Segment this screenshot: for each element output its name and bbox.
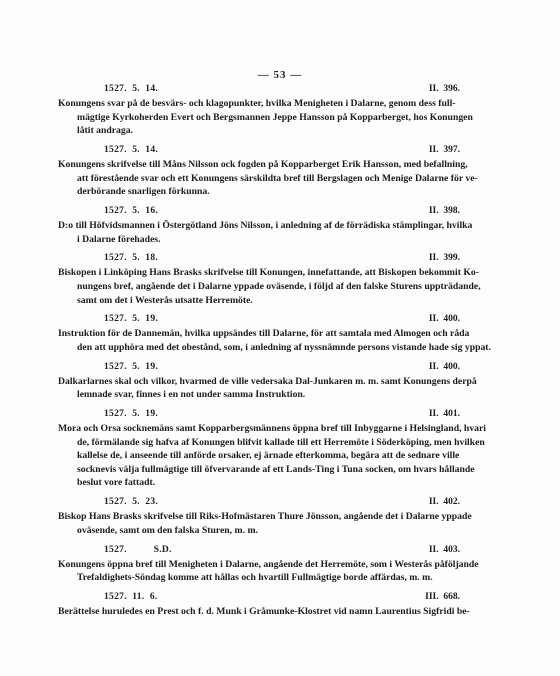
entry-line: mägtige Kyrkoherden Evert och Bergsmannen Jeppe Hansson på Kopparberget, hos Konungen [77, 111, 473, 123]
entry-date: 1527. 11. 6. [104, 591, 158, 602]
entry-text [58, 327, 498, 354]
entry-reference: II. 400. [428, 314, 460, 325]
entry [58, 360, 498, 402]
entry-reference: II. 398. [428, 205, 460, 216]
entry-line: oväsende, samt om den falska Sturen, m. m. [77, 524, 258, 536]
entry-text [58, 558, 498, 585]
page-number: — 53 — [257, 69, 303, 81]
entry-line: Instruktion för de Dannemän, hvilka uppsändes till Dalarne, för att samtala med Almogen och råda [58, 328, 470, 340]
entry [58, 143, 498, 199]
entry-line: de, förmälande sig hafva af Konungen blifvit kallade till ett Herremöte i Söderköping, men hvilken [77, 436, 485, 448]
entry-date: 1527. 5. 19. [104, 314, 159, 325]
entry-line: Dalkarlarnes skal och vilkor, hvarmed de ville vedersaka Dal-Junkaren m. m. samt Konungens derpå [58, 375, 477, 387]
entry-line: Biskopen i Linköping Hans Brasks skrifvelse till Konungen, innefattande, att Biskopen bekommit Ko- [58, 267, 479, 279]
entry-header [58, 204, 498, 219]
entry-text [58, 97, 498, 138]
entry-line: Berättelse huruledes en Prest och f. d. Munk i Gråmunke-Klostret vid namn Laurentius Sigfridi be- [58, 605, 470, 617]
entry-header [58, 360, 498, 375]
entries-list [58, 82, 498, 624]
entry-line: D:o till Höfvidsmannen i Östergötland Jöns Nilsson, i anledning af de förrädiska stämplingar, hvilka [58, 219, 473, 231]
entry-text [58, 375, 498, 402]
entry-line: Konungens öppna bref till Menigheten i Dalarne, angående det Herremöte, som i Westerås påföljande [58, 558, 479, 570]
entry-header [58, 407, 498, 422]
entry-line: den att upphöra med det obestånd, som, i anledning af nyssnämnde persons vistande hade sig yppat. [77, 341, 491, 353]
entry-header [58, 82, 498, 97]
entry-header [58, 251, 498, 266]
entry-line: lemnade svar, finnes i en not under samma Instruktion. [77, 389, 306, 401]
entry-text [58, 219, 498, 246]
entry-date: 1527. 5. 18. [104, 253, 159, 264]
entry-header [58, 495, 498, 510]
entry-line: Konungens svar på de besvärs- och klagopunkter, hvilka Menigheten i Dalarne, genom dess full- [58, 98, 456, 109]
entry-date: 1527. 5. 23. [104, 497, 159, 508]
entry-line: kallelse de, i anseende till anförde orsaker, ej ärnade efterkomma, begära att de sednare ville [77, 450, 460, 462]
entry [58, 312, 498, 354]
entry-header [58, 312, 498, 327]
entry-line: beslut vore fattadt. [77, 477, 156, 489]
entry-line: i Dalarne förehades. [77, 233, 161, 245]
entry-line: att förestående svar och ett Konungens särskildta bref till Bergslagen och Menige Dalarne för ve- [77, 172, 478, 184]
entry-line: socknevis välja fullmägtige till öfvervarande af ett Lands-Ting i Tuna socken, om hvars hållande [77, 463, 475, 475]
entry-date: 1527. 5. 19. [104, 409, 159, 420]
entry-reference: II. 399. [428, 253, 460, 264]
entry [58, 543, 498, 585]
entry [58, 204, 498, 246]
entry-text [58, 158, 498, 199]
entry [58, 251, 498, 307]
entry-reference: II. 402. [428, 497, 460, 508]
entry-line: derbörande snarligen förkunna. [77, 186, 210, 198]
entry-text [58, 422, 498, 490]
entry-date: 1527. 5. 16. [104, 205, 159, 216]
entry-date: 1527. S.D. [104, 544, 172, 555]
entry-text [58, 266, 498, 307]
entry-text [58, 605, 498, 619]
entry-reference: III. 668. [425, 591, 460, 602]
entry [58, 590, 498, 619]
entry [58, 407, 498, 490]
entry-line: Mora och Orsa socknemäns samt Kopparbergsmännens öppna bref till Inbyggarne i Helsingland, hvari [58, 423, 486, 435]
entry [58, 495, 498, 537]
entry-reference: II. 397. [428, 144, 460, 155]
entry-date: 1527. 5. 14. [104, 144, 159, 155]
entry-header [58, 590, 498, 605]
entry [58, 82, 498, 138]
entry-line: låtit andraga. [77, 125, 133, 137]
entry-header [58, 143, 498, 158]
entry-date: 1527. 5. 19. [104, 361, 159, 372]
entry-date: 1527. 5. 14. [104, 84, 159, 94]
entry-line: nungens bref, angående det i Dalarne yppade oväsende, i följd af den falske Sturens uppträdande, [77, 280, 481, 292]
entry-line: Biskop Hans Brasks skrifvelse till Riks-Hofmästaren Thure Jönsson, angående det i Dalarne yppade [58, 511, 472, 523]
entry-text [58, 510, 498, 537]
entry-reference: II. 403. [428, 544, 460, 555]
entry-reference: II. 396. [428, 84, 460, 94]
entry-line: Trefaldighets-Söndag komme att hållas och hvartill Fullmägtige borde affärdas, m. m. [77, 572, 433, 584]
entry-reference: II. 400. [428, 361, 460, 372]
entry-line: Konungens skrifvelse till Måns Nilsson ock fogden på Kopparberget Erik Hansson, med befallning, [58, 158, 468, 170]
entry-reference: II. 401. [428, 409, 460, 420]
entry-header [58, 543, 498, 558]
entry-line: samt om det i Westerås utsatte Herremöte. [77, 294, 253, 306]
